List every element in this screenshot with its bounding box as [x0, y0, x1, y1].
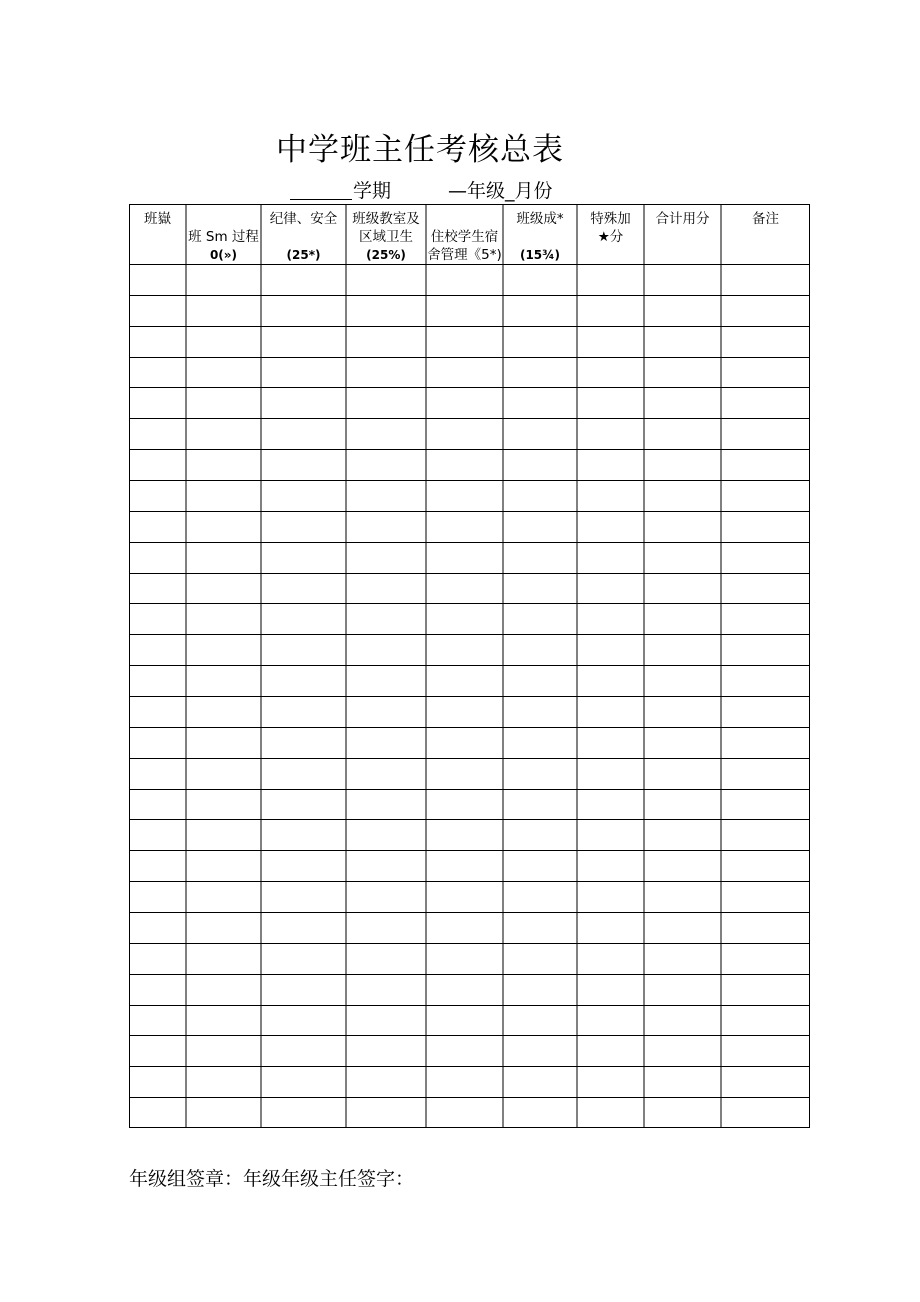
header-class: 班嶽 [144, 211, 171, 227]
header-dormitory: 住校学生宿 舍管理《5*) [427, 229, 502, 263]
subtitle-term-blank [290, 199, 352, 200]
subtitle-term: 学期 [353, 180, 392, 202]
header-remarks: 备注 [752, 211, 779, 227]
assessment-table [129, 204, 810, 1128]
signature-line: 年级组签章：年级年级主任签字： [129, 1168, 415, 1190]
header-process: 班 Sm 过程 0(») [188, 229, 259, 262]
subtitle-grade-month: —年级_月份 [448, 180, 553, 202]
page-title: 中学班主任考核总表 [276, 132, 564, 168]
header-discipline: 纪律、安全 (25*) [269, 211, 338, 262]
header-grades: 班级成* (15¾) [516, 211, 564, 262]
header-hygiene: 班级教室及 区域卫生 (25%) [352, 211, 420, 262]
table-grid-lines [129, 204, 810, 1128]
header-total: 合计用分 [655, 211, 710, 227]
header-bonus: 特殊加 ★分 [590, 211, 631, 245]
